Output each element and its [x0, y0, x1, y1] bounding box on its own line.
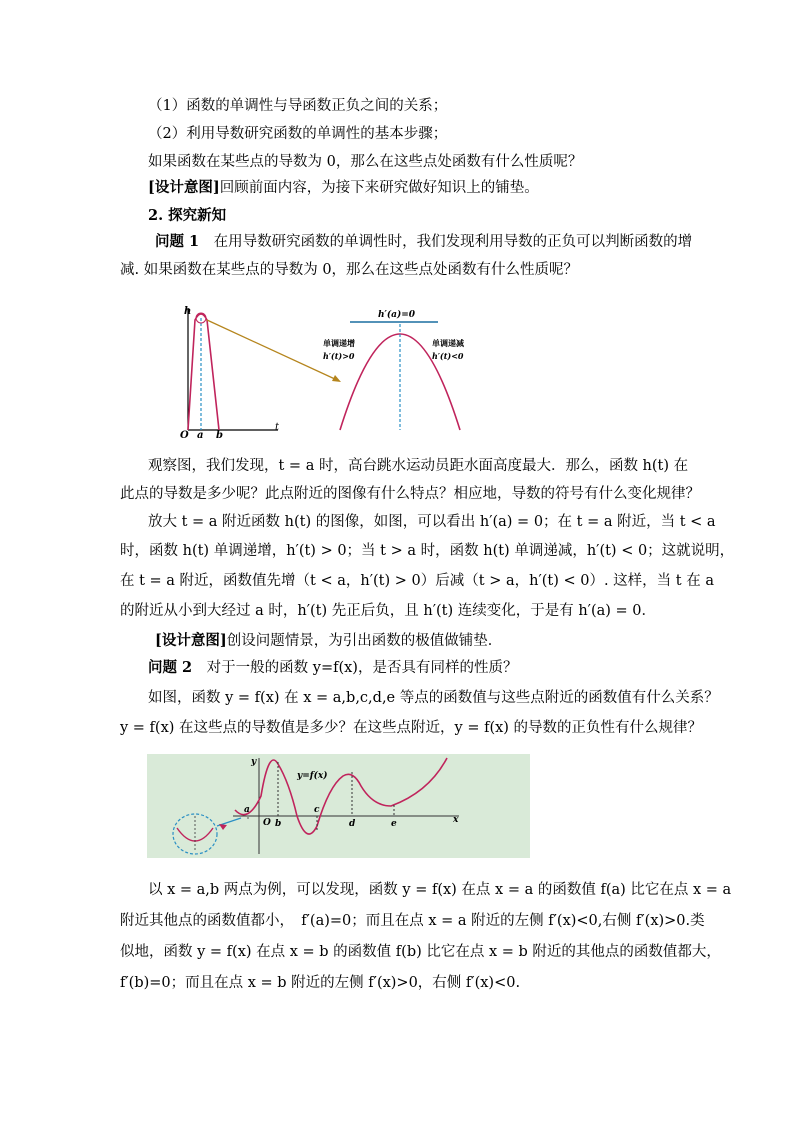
text-line: 此点的导数是多少呢？此点附近的图像有什么特点？相应地，导数的符号有什么变化规律？	[120, 486, 700, 502]
axis-label-y: y	[251, 757, 257, 767]
text-line: （2）利用导数研究函数的单调性的基本步骤；	[148, 126, 448, 142]
text-line	[148, 658, 517, 678]
text-line: 以 x = a,b 两点为例，可以发现，函数 y = f(x) 在点 x = a 的函数值 f(a) 比它在点 x = a	[148, 882, 732, 898]
text-line: 在 t = a 附近，函数值先增（t < a，h′(t) > 0）后减（t > a，h′(t) < 0）. 这样，当 t 在 a	[120, 573, 714, 589]
text-line: 附近其他点的函数值都小， f′(a)=0；而且在点 x = a 附近的左侧 f′(x)<0,右侧 f′(x)>0.类	[120, 913, 705, 929]
tick-label-b: b	[275, 819, 282, 829]
figure-function-extrema	[147, 754, 530, 858]
text-line	[148, 178, 539, 198]
text-line	[155, 232, 692, 252]
tick-label-c: c	[314, 805, 320, 815]
label-negative: h′(t)<0	[432, 351, 464, 361]
origin-label: O	[263, 818, 271, 828]
text-span: 创设问题情景，为引出函数的极值做铺垫．	[226, 633, 503, 649]
tick-label-a: a	[197, 430, 204, 440]
label-decreasing: 单调递减	[432, 339, 464, 348]
tick-label-d: d	[349, 819, 356, 829]
label-derivative-zero: h′(a)=0	[378, 310, 416, 320]
section-heading: 2. 探究新知	[148, 207, 227, 224]
origin-label: O	[180, 430, 189, 440]
label-increasing: 单调递增	[323, 339, 355, 348]
design-intent-label: [设计意图]	[155, 632, 227, 649]
text-line: 时，函数 h(t) 单调递增，h′(t) > 0；当 t > a 时，函数 h(t) 单调递减，h′(t) < 0；这就说明，	[120, 543, 735, 559]
text-line: 如图，函数 y = f(x) 在 x = a,b,c,d,e 等点的函数值与这些点附近的函数值有什么关系？	[148, 690, 719, 706]
small-curve	[188, 314, 219, 430]
text-line	[155, 631, 502, 651]
tick-label-e: e	[391, 819, 397, 829]
curve-label: y=f(x)	[297, 771, 328, 781]
text-line: y = f(x) 在这些点的导数值是多少？在这些点附近，y = f(x) 的导数的正负性有什么规律？	[120, 720, 703, 736]
text-span: 在用导数研究函数的单调性时，我们发现利用导数的正负可以判断函数的增	[199, 234, 693, 250]
text-line: 的附近从小到大经过 a 时，h′(t) 先正后负，且 h′(t) 连续变化，于是有 h′(a) = 0．	[120, 603, 657, 619]
design-intent-label: [设计意图]	[148, 179, 220, 196]
text-line: 减. 如果函数在某些点的导数为 0，那么在这些点处函数有什么性质呢？	[120, 262, 579, 278]
text-line: 如果函数在某些点的导数为 0，那么在这些点处函数有什么性质呢？	[148, 154, 583, 170]
tick-label-b: b	[216, 430, 223, 440]
label-positive: h′(t)>0	[323, 351, 355, 361]
figure-diving-height	[175, 298, 475, 440]
text-line: f′(b)=0；而且在点 x = b 附近的左侧 f′(x)>0，右侧 f′(x)<0.	[120, 975, 521, 991]
text-line: 放大 t = a 附近函数 h(t) 的图像，如图，可以看出 h′(a) = 0；在 t = a 附近，当 t < a	[148, 514, 716, 530]
tick-label-a: a	[244, 805, 250, 815]
arrow-head	[332, 375, 341, 382]
text-line: （1）函数的单调性与导函数正负之间的关系；	[148, 98, 448, 114]
text-span: 回顾前面内容，为接下来研究做好知识上的铺垫。	[219, 180, 539, 196]
text-line: 观察图，我们发现，t = a 时，高台跳水运动员距水面高度最大．那么，函数 h(t) 在	[148, 458, 689, 474]
axis-label-x: x	[453, 815, 459, 825]
text-span: 对于一般的函数 y=f(x)，是否具有同样的性质？	[192, 660, 518, 676]
question-label: 问题 1	[155, 233, 200, 250]
question-label: 问题 2	[148, 659, 193, 676]
text-line: 似地，函数 y = f(x) 在点 x = b 的函数值 f(b) 比它在点 x = b 附近的其他点的函数值都大，	[120, 944, 721, 960]
axis-label-t: t	[275, 422, 280, 433]
axis-label-h: h	[184, 306, 192, 317]
figure-background	[147, 754, 530, 858]
zoom-arrow	[207, 320, 337, 380]
